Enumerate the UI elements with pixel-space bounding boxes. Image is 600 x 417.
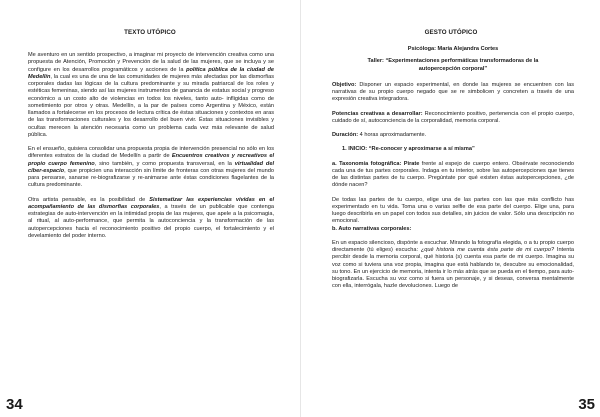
- page-number-right: 35: [578, 396, 595, 413]
- inicio-heading: 1. INICIO: “Re-conocer y aproximarse a sí misma”: [342, 146, 475, 153]
- auto-narrativas-heading: b. Auto narrativas corporales:: [332, 225, 412, 232]
- paragraph-3: Otra artista pensable, es la posibilidad de Sistematizar las experiencias vividas en el acompañamiento de las dismorfias corporales, a través de un publicable que contenga estrategias de auto-intervención en la intimidad propia de las mujeres, que apele a la psicomagia, al ritual, al auto-performance, que permita la autoconciencia y la transformación de las autopercepciones hacia el reconocimiento positivo del propio cuerpo, el fortalecimiento y el develamiento del poder interno.: [28, 196, 275, 239]
- page-number-left: 34: [6, 396, 23, 413]
- auto-narrativas-paragraph: En un espacio silencioso, dispónte a escuchar. Mirando la fotografía elegida, o a tu propio cuerpo directamente (tú eliges) escucha: ¿qué historia me cuenta ésta parte de mi cuerpo? Intenta percibir desde la memoria corporal, qué historia (s) cuenta esa parte de mi cuerpo. Imagina su voz como si tuviera una voz propia, imagina que está hablando te, descubre su emocionalidad, su tono. En un ejercicio de memoria, intenta ir lo más atrás que se pueda en el tiempo, para auto-biografizarla. Escucha su voz como si fuera un personaje, y si deseas, conversa mentalmente con ella, interrógala, hazle devoluciones. Luego de: [332, 239, 574, 290]
- taxonomia-paragraph: a. Taxonomía fotográfica: Pirate frente al espejo de cuerpo entero. Obsérvate reconociendo cada una de tus partes corporales. Indaga en tu interior, sobre las autopercepciones que tienes de las distintas partes de tu cuerpo. Pregúntate por qué existen éstas autopercepciones, ¿de dónde nacen?: [332, 160, 574, 189]
- paragraph-2: En el ensueño, quisiera consolidar una propuesta propia de intervención presencial no sólo en los diferentes estratos de la ciudad de Medellín a partir de Encuentros creativos y recreativos el propio cuerpo femenino, sino también, y como propuesta transversal, en la virtualidad del ciber-espacio, que propicien una interacción sin límite de fronteras con otras mujeres del mundo para pensarse, sanarse re-biografizarse y re-animarse ante éstas condiciones flagelantes de la cultura predominante.: [28, 146, 274, 189]
- left-page-body: [28, 52, 274, 247]
- right-page: [300, 0, 600, 417]
- psychologist-name: Psicóloga: María Alejandra Cortes: [407, 46, 499, 52]
- left-page-title: TEXTO UTÓPICO: [124, 29, 176, 36]
- workshop-title: Taller: “Experimentaciones performáticas transformadoras de la autopercepción corporal”: [367, 58, 539, 72]
- potencias-paragraph: Potencias creativas a desarrollar: Reconocimiento positivo, pertenencia con el propio cuerpo, cuidado de sí, autoconciencia de la corporalidad, memoria corporal.: [332, 110, 574, 124]
- right-page-title: GESTO UTÓPICO: [424, 29, 478, 36]
- right-page-body: [332, 46, 574, 298]
- duracion-paragraph: Duración: 4 horas aproximadamente.: [332, 132, 427, 138]
- objective-paragraph: Objetivo: Disponer un espacio experimental, en donde las mujeres se encuentren con las narrativas de su propio cuerpo negado que se re simbolicen y concreten a través de una expresión creativa integradora.: [332, 81, 574, 103]
- paragraph-1: Me aventuro en un sentido prospectivo, a imaginar mi proyecto de intervención creativa como una propuesta de Atención, Promoción y Prevención de la salud de las mujeres, que se incluya y se configure en los desarrollos programáticos y acciones de la política pública de la ciudad de Medellín, la cual es una de una de las comunidades de mujeres más afectadas por las dismorfias corporales dadas las lógicas de la cultura predominante y su mirada patriarcal de los roles y estéticas femeninas, siendo así las mujeres instrumentos de ganancia de estatus social y progreso económico a un costo alto de violencias en todos los niveles, tanto auto- infligidas como de sometimiento por otros y otras. Medellín, a la par de países como Argentina y México, están llamados a fortalecerse en los procesos de lectura crítica de éstas situaciones y contextos en aras de las transformaciones culturales y los desarrollo del buen vivir. Éstas situaciones invisibles y ocultas merecen la atención necesaria como un problema cada vez más relevante de salud pública.: [28, 52, 275, 138]
- partes-paragraph: De todas las partes de tu cuerpo, elige una de las partes con las que más conflicto has experimentado en tu vida. Toma una o varias selfie de esa parte del cuerpo. Elige una, para luego describirla en un papel con todos sus detalles, sin juicios de valor. Sólo una descripción no emocional.: [332, 196, 574, 225]
